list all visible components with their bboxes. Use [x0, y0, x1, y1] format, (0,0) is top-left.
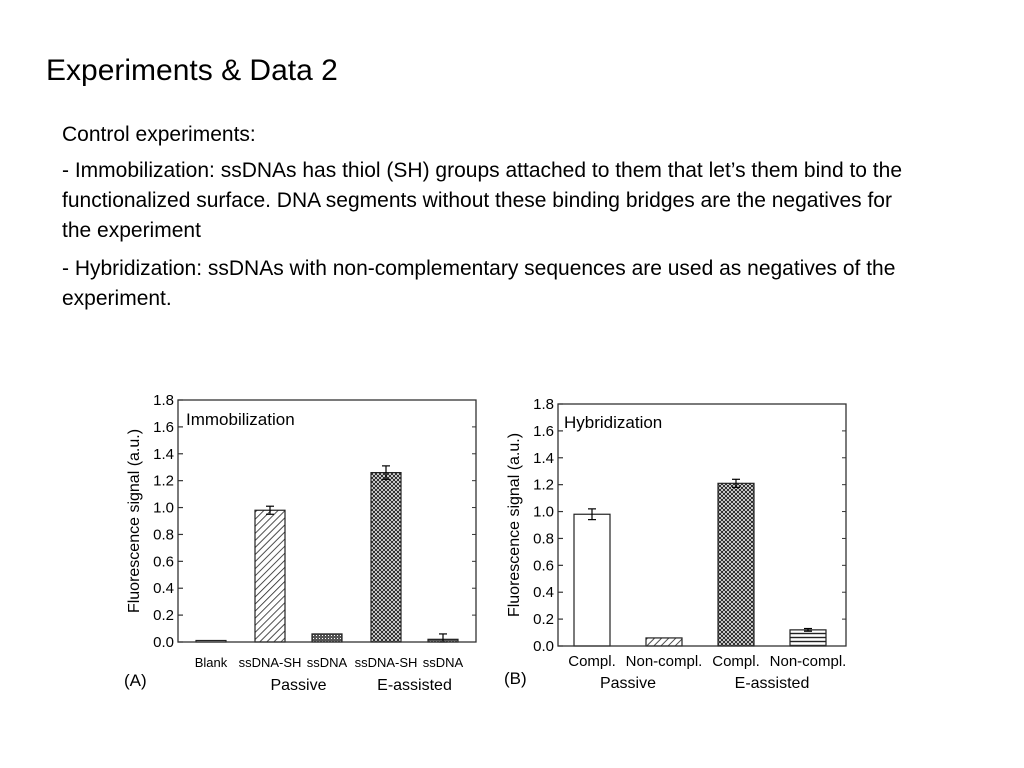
x-category-label: ssDNA	[306, 655, 348, 670]
hybridization-chart	[498, 384, 870, 696]
bar	[790, 630, 826, 646]
y-tick-label: 1.2	[153, 472, 174, 490]
y-tick-label: 1.6	[153, 418, 174, 436]
slide-title: Experiments & Data 2	[46, 54, 338, 87]
y-tick-label: 0.0	[153, 634, 174, 651]
x-category-label: Non-compl.	[769, 653, 847, 670]
x-group-label: E-assisted	[377, 677, 452, 694]
y-tick-label: 1.0	[533, 503, 554, 521]
y-tick-label: 1.8	[153, 392, 174, 409]
x-group-label: E-assisted	[734, 675, 810, 692]
bar	[371, 473, 401, 642]
y-tick-label: 1.2	[533, 476, 554, 494]
y-tick-label: 0.8	[153, 526, 174, 544]
y-axis-label: Fluorescence signal (a.u.)	[506, 432, 524, 618]
plot-frame	[178, 400, 476, 642]
y-tick-label: 0.8	[533, 530, 554, 548]
y-tick-label: 1.4	[533, 449, 554, 467]
x-group-label: Passive	[599, 675, 657, 692]
bar	[312, 634, 342, 642]
y-axis-label: Fluorescence signal (a.u.)	[126, 428, 144, 614]
x-category-label: ssDNA-SH	[354, 655, 418, 670]
panel-label: (A)	[124, 671, 147, 690]
y-tick-label: 0.4	[153, 580, 174, 598]
y-tick-label: 0.0	[533, 638, 554, 655]
y-tick-label: 1.0	[153, 499, 174, 517]
x-category-label: Blank	[194, 655, 228, 670]
y-tick-label: 0.4	[533, 584, 554, 602]
bar	[718, 483, 754, 646]
y-tick-label: 0.2	[153, 607, 174, 625]
y-tick-label: 0.6	[533, 557, 554, 575]
y-tick-label: 0.6	[153, 553, 174, 571]
hybridization-bullet: - Hybridization: ssDNAs with non-complementary sequences are used as negatives of the experiment.	[62, 257, 896, 310]
control-heading: Control experiments:	[62, 123, 256, 146]
immobilization-bullet: - Immobilization: ssDNAs has thiol (SH) groups attached to them that let’s them bind to the functionalized surface. DNA segments without these binding bridges are the negatives for the experiment	[62, 159, 902, 242]
y-tick-label: 1.4	[153, 445, 174, 463]
y-tick-label: 1.8	[533, 396, 554, 413]
x-category-label: Compl.	[568, 653, 616, 670]
x-category-label: ssDNA	[422, 655, 464, 670]
chart-title: Immobilization	[186, 410, 295, 429]
slide-body	[62, 120, 922, 322]
y-tick-label: 0.2	[533, 611, 554, 629]
bar	[574, 514, 610, 646]
bar	[255, 510, 285, 642]
immobilization-chart	[118, 380, 480, 696]
panel-label: (B)	[504, 669, 527, 688]
x-category-label: ssDNA-SH	[238, 655, 302, 670]
y-tick-label: 1.6	[533, 422, 554, 440]
bar	[646, 638, 682, 646]
chart-title: Hybridization	[564, 413, 663, 432]
x-category-label: Non-compl.	[625, 653, 703, 670]
x-group-label: Passive	[270, 677, 327, 694]
x-category-label: Compl.	[712, 653, 760, 670]
